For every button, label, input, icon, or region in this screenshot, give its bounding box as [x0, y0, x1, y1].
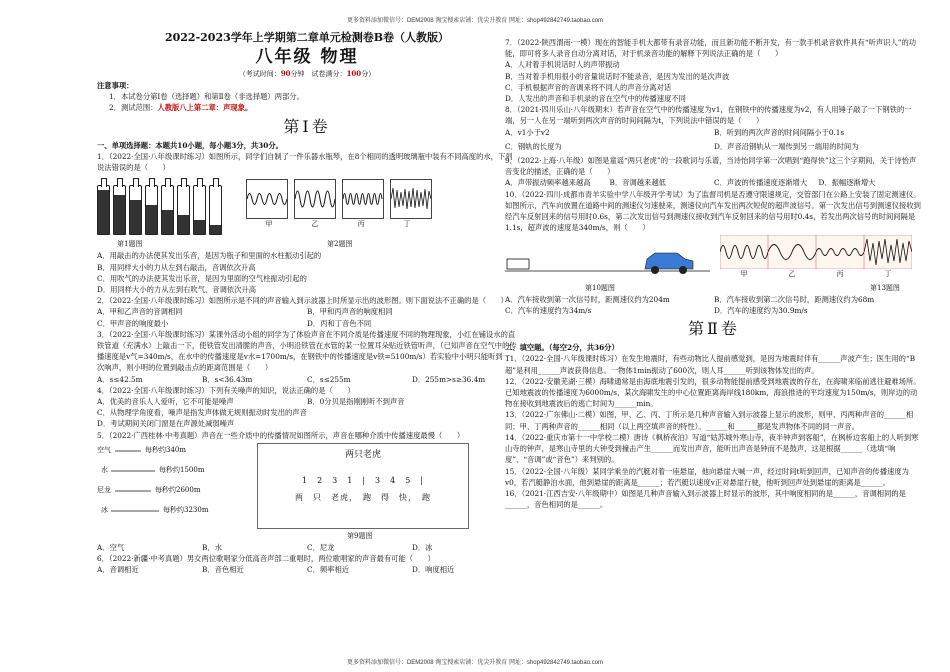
- wave13-ding: [864, 235, 912, 269]
- song-words: 两 只 老虎， 跑 得 快， 跑: [295, 493, 431, 503]
- wave13-label-ding: 丁: [884, 270, 892, 279]
- bottle-8: [209, 185, 222, 235]
- exam-meta: （考试时间：90分钟 试卷满分：100分）: [238, 69, 376, 78]
- q4-option-c: C．从物理学角度看，噪声是指发声体做无规则振动时发出的声音: [97, 408, 307, 418]
- medium-ice: 冰: [101, 505, 108, 514]
- song-figure: [257, 443, 469, 529]
- oscilloscope-figure-13: [720, 235, 912, 280]
- wave-label-ding: 丁: [403, 220, 411, 229]
- wave-jia: [246, 179, 288, 219]
- q1-option-d: D．用同样大小的力从左到右吹气，音调依次升高: [97, 285, 257, 295]
- medium-water: 水: [101, 465, 108, 474]
- q7-option-b: B．当对着手机用很小的音量说话时不能录音，是因为发出的是次声波: [505, 71, 730, 81]
- wave13-label-yi: 乙: [788, 270, 796, 279]
- speed-nylon: 每秒约2600m: [155, 485, 201, 494]
- wave13-bing: [816, 235, 864, 269]
- wave13-jia: [720, 235, 768, 269]
- fig1-caption: 第1题图: [117, 240, 143, 249]
- q6-options: A．音调相近 B．音色相近 C．频率相近 D．响度相近: [97, 565, 455, 575]
- part-1-heading: 第Ⅰ卷: [283, 116, 331, 136]
- bottle-figure: [97, 175, 222, 237]
- q1-q2-figures: [97, 175, 517, 237]
- fig9-caption-row: [97, 531, 517, 542]
- section-1-heading: 一、单项选择题：本题共10小题，每小题3分，共30分。: [97, 140, 283, 150]
- q3-options: A．s≤42.5m B．s<36.43m C．s≤255m D．255m>s≥36.4m: [97, 374, 486, 384]
- q1-option-a: A．用敲击的办法使其发出乐音，是因为瓶子和里面的水柱振动引起的: [97, 251, 322, 261]
- right-column: [505, 37, 923, 510]
- q10-q13-figures: [505, 235, 923, 280]
- question-3: 3．（2022·全国·八年级课时练习）某课外活动小组的同学为了体验声音在不同介质是传播速度不同的物理现象，小红在铺设水的直铁管道（充满水）上敲击一下，使铁管发出清脆的声音，小明沿铁管在水管的某一位置耳朵贴近铁管听声，（已知声音在空气中的传播速度是v气=340m/s，在水中的传播速度是v水=1700m/s，在钢铁中的传播速度是v铁=5100m/s）若实验中小明只能听到一次响声，则小明的位置到敲击点的距离范围是（ ）: [97, 329, 517, 373]
- song-numbers: 1 2 3 1 | 3 4 5 |: [301, 476, 425, 486]
- q8-options-row2: C．钢轨的长度为 D．声音沿钢轨从一端传到另一端用的时间为: [505, 141, 859, 151]
- q10-options-row1: A．汽车接收到第一次信号时，距测速仪约为204m B．汽车接收到第二次信号时，距测速仪约为68m: [505, 294, 875, 304]
- question-4: 4．（2022·全国·八年级课时练习）下列有关噪声的知识，说法正确的是（ ）: [97, 385, 355, 395]
- wave13-yi: [768, 235, 816, 269]
- q2-options-row2: C．甲声音的响度最小 D．丙和丁音色不同: [97, 318, 372, 328]
- question-12: 12．（2022·安徽芜湖·三模）海啸通常是由海底地震引发的，很多动物能提前感受到地震波的存在，在海啸来临前逃往避难场所。已知地震波的传播速度为6000m/s，某次海啸发生的中心位置距离海岸线180km，海浪推进的平均速度为150m/s，则岸边的动物在接收到地震波后的逃亡时间为______min。: [505, 376, 921, 409]
- q8-options-row1: A．v1小于v2 B．听到的两次声音的时间间隔小于0.1s: [505, 127, 845, 137]
- q7-option-c: C．手机根据声音的音调来将不同人的声音分离对话: [505, 82, 672, 92]
- wave-ding: [390, 179, 432, 219]
- q4-options-row1: A．优美的音乐人人爱听，它不可能是噪声 B．0分贝是指刚刚听不到声音: [97, 397, 405, 407]
- question-16: 16．（2021·江西吉安·八年级期中）如图是几种声音输入到示波器上时显示的波形，其中响度相同的是______，音调相同的是______，音色相同的是______。: [505, 488, 906, 510]
- oscilloscope-figure: [232, 179, 432, 230]
- note-1: 1．本试卷分第Ⅰ卷（选择题）和第Ⅱ卷（非选择题）两部分。: [109, 92, 304, 102]
- exam-subtitle: 八年级 物理: [255, 47, 359, 67]
- page-header: 更多资料添加微信号：DEM2008 淘宝搜索店铺：优尖升教育 网址：shop492842749.taobao.com: [346, 18, 604, 24]
- question-2: 2．（2022·全国·八年级课时练习）如图所示是不同的声音输入到示波器上时所显示出的波形图。则下面说法不正确的是（ ）: [97, 296, 508, 306]
- fig13-caption: 第13题图: [870, 283, 900, 292]
- bottle-6: [177, 185, 190, 235]
- question-13: 13．（2022·广东佛山·二模）如图，甲、乙、丙、丁所示是几种声音输入到示波器上显示的波形，则甲、丙两种声音的______相同；甲、丁两种声音的______相同（以上两空填声音的特性）。______和______都是发声物体不同的同一声音。: [505, 410, 914, 431]
- page-footer: 更多资料添加微信号：DEM2008 淘宝搜索店铺：优尖升教育 网址：shop492842749.taobao.com: [346, 660, 604, 666]
- question-14: 14．（2022·重庆市第十一中学校二模）唐诗《枫桥夜泊》写道“姑苏城外寒山寺，夜半钟声到客船”，在枫桥边客船上的人听到寒山寺的钟声，是寒山寺里的大钟受到撞击产生______而发出声音，能听出声音是钟而不是鼓声，这是根据______（选填“响度”、“音调”或“音色”）来判别的。: [505, 432, 919, 465]
- wave13-label-jia: 甲: [740, 270, 748, 279]
- wave-label-yi: 乙: [311, 220, 319, 229]
- q7-option-d: D．人发出的声音和手机录的音在空气中的传播速度不同: [505, 94, 686, 104]
- notes-title: 注意事项：: [97, 81, 134, 90]
- bottle-1: [97, 185, 110, 235]
- question-9: 9．（2022·上海·八年级）如图是童谣“两只老虎”的一段歌词与乐谱，当诗怡同学第一次唱到“跑得快”这三个字期间，关于诗怡声音变化的描述，正确的是（ ）: [505, 156, 917, 177]
- fig9-caption: 第9题图: [347, 531, 373, 540]
- wave-yi: [294, 179, 336, 219]
- left-column: [97, 30, 517, 576]
- wave13-label-bing: 丙: [836, 270, 844, 279]
- question-6: 6．（2022·新疆·中考真题）男女两位歌唱家分低高音声部二重唱时，两位歌唱家的声音最有可能（ ）: [97, 554, 435, 564]
- part-2-heading: 第Ⅱ卷: [688, 319, 740, 339]
- speed-camera-figure: [505, 235, 710, 279]
- fig10-caption: 第10题图: [585, 283, 615, 292]
- q5-options: A．空气 B．水 C．尼龙 D．冰: [97, 543, 433, 553]
- fig2-caption: 第2题图: [327, 240, 353, 249]
- speed-water: 每秒约1500m: [159, 465, 205, 474]
- speed-arrows: [97, 443, 247, 527]
- q7-option-a: A．人对着手机说话时人的声带振动: [505, 60, 620, 70]
- exam-title: 2022-2023学年上学期第二章单元检测卷B卷（人教版）: [164, 31, 450, 44]
- bottle-4: [145, 185, 158, 235]
- question-5: 5．（2022·广西桂林·中考真题）声音在一些介质中的传播情况如图所示，声音在哪种介质中传播速度最慢（ ）: [97, 430, 465, 440]
- wave-label-bing: 丙: [357, 220, 365, 229]
- wave-label-jia: 甲: [265, 220, 273, 229]
- speed-air: 每秒约340m: [145, 445, 186, 454]
- bottle-7: [193, 185, 206, 235]
- q5-q9-figures: [97, 443, 517, 529]
- song-title: 两只老虎: [344, 449, 381, 460]
- bottle-5: [161, 185, 174, 235]
- medium-air: 空气: [97, 445, 111, 454]
- wave-bing: [342, 179, 384, 219]
- q10-options-row2: C．汽车的速度约为34m/s D．汽车的速度约为30.9m/s: [505, 306, 808, 316]
- bottle-2: [113, 185, 126, 235]
- q4-option-d: D．考试期间关闭门窗是在声源处减弱噪声: [97, 419, 235, 429]
- speed-figure: [97, 443, 247, 527]
- note-2: 2．测试范围：人教版八上第二章：声现象。: [109, 103, 253, 113]
- question-11: 11．（2022·全国·八年级课时练习）在发生地震时，有些动物比人提前感觉到，是因为地震时伴有______声波产生；医生用的“B超”是利用______声波获得信息。一物体1min振动了600次，则人耳______听到该物体发出的声。: [505, 354, 916, 375]
- bottle-3: [129, 185, 142, 235]
- question-8: 8．（2021·四川乐山·八年级期末）若声音在空气中的传播速度为v1，在钢铁中的传播速度为v2，有人用锤子敲了一下钢铁的一端，另一人在另一端听到两次声音的时间间隔为t，下列说法中错误的是（ ）: [505, 105, 912, 126]
- question-15: 15．（2022·全国·八年级）某同学乘坐的汽艇对着一座悬崖，他向悬崖大喊一声，经过时间t听到回声，已知声音的传播速度为v0，若汽艇静泊水面，他到悬崖的距离是______；若汽艇以速度v正对悬崖行驶，他听到回声处到悬崖的距离是______。: [505, 466, 909, 487]
- question-1: 1．（2022·全国·八年级课时练习）如图所示，同学们自制了一件乐器水瓶琴，在8个相同的透明玻璃瓶中装有不同高度的水，下列说法错误的是（ ）: [97, 151, 513, 173]
- section-2-heading: 二、填空题。（每空2分，共36分）: [505, 343, 619, 353]
- fig-captions-1-2: [97, 239, 517, 250]
- question-7: 7．（2022·陕西渭南·一模）现在的智能手机大都带有录音功能，而且新功能不断开发，有一款手机录音软件具有“听声识人”的功能，即可将多人录音自动分离对话，对于机录音功能的解释下列说法正确的是（ ）: [505, 38, 917, 59]
- q9-options: A．声带振动频率越来越高 B．音调越来越低 C．声波的传播速度逐渐增大 D．振幅逐渐增大: [505, 178, 876, 188]
- q1-option-b: B．用同样大小的力从左到右敲击，音调依次升高: [97, 262, 256, 272]
- q2-options-row1: A．甲和乙声音的音调相同 B．甲和丙声音的响度相同: [97, 307, 393, 317]
- fig-captions-10-13: [505, 283, 923, 294]
- question-10: 10．（2022·四川·成都市青羊实验中学八年级开学考试）为了监督司机是否遵守限速规定，交管部门在公路上安装了固定测速仪。如图所示，汽车向放置在道路中间的测速仪匀速驶来，测速仪向汽车发出两次短促的超声波信号。第一次发出信号到测速仪接收到经汽车反射回来的信号用时0.6s，第二次发出信号到测速仪接收到汽车反射回来的信号用时0.4s，若发出两次信号的时间间隔是1.1s，超声波的速度是340m/s，则（ ）: [505, 189, 921, 233]
- q1-option-c: C．用吹气的办法使其发出乐音，是因为里面的空气柱振动引起的: [97, 273, 307, 283]
- speed-ice: 每秒约3230m: [163, 505, 209, 514]
- medium-nylon: 尼龙: [97, 485, 111, 494]
